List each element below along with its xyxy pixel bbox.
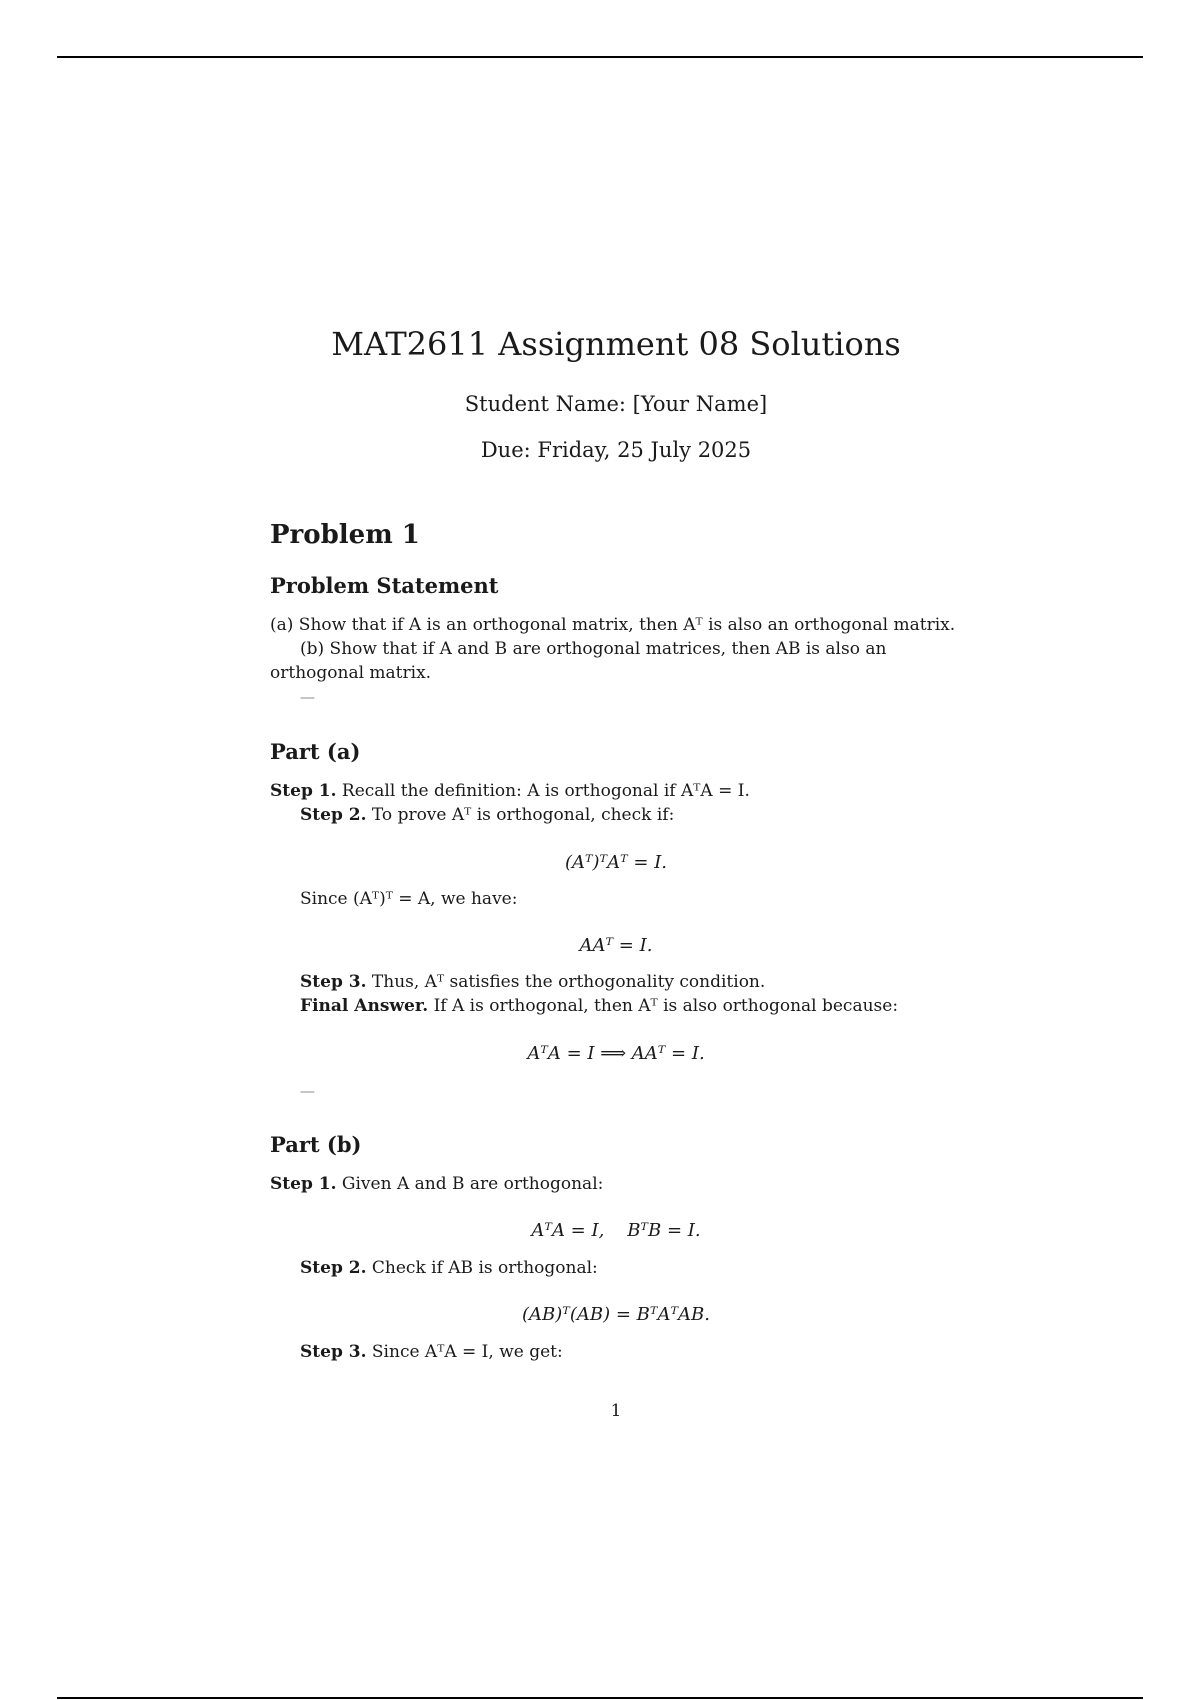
due-date: Due: Friday, 25 July 2025 [480,438,752,462]
part-a-final [270,994,992,1018]
part-b-heading: Part (b) [270,1132,362,1157]
part-b-eq1: AᵀA = I, BᵀB = I. [531,1220,701,1241]
statement-b-line2: orthogonal matrix. [270,663,432,683]
problem-heading: Problem 1 [270,520,420,550]
part-b-step1 [270,1172,962,1196]
part-a-step3-label: Step 3. [300,972,367,992]
part-a-eq3: AᵀA = I ⟹ AAᵀ = I. [527,1043,705,1064]
statement-heading: Problem Statement [270,573,499,598]
part-a-step3-text: Thus, Aᵀ satisfies the orthogonality condition. [371,972,766,992]
page-number: 1 [610,1401,622,1421]
part-b-step3-text: Since AᵀA = I, we get: [371,1342,563,1362]
part-b-step2-text: Check if AB is orthogonal: [371,1258,598,1278]
bottom-rule [57,1697,1143,1699]
part-b-step1-text: Given A and B are orthogonal: [341,1174,604,1194]
part-a-eq1: (Aᵀ)ᵀAᵀ = I. [564,852,668,873]
part-a-step1-label: Step 1. [270,781,337,801]
part-a-final-label: Final Answer. [300,996,429,1016]
part-b-step3 [270,1340,992,1364]
part-b-step2-label: Step 2. [300,1258,367,1278]
document-title: MAT2611 Assignment 08 Solutions [331,325,901,363]
student-name: Student Name: [Your Name] [464,392,768,416]
part-a-step2-label: Step 2. [300,805,367,825]
separator-1: — [300,688,315,706]
part-b-eq2: (AB)ᵀ(AB) = BᵀAᵀAB. [522,1304,710,1325]
part-b-step1-label: Step 1. [270,1174,337,1194]
part-a-step1-text: Recall the definition: A is orthogonal if AᵀA = I. [341,781,750,801]
part-a-step2-text: To prove Aᵀ is orthogonal, check if: [371,805,675,825]
part-a-heading: Part (a) [270,739,361,764]
part-a-final-text: If A is orthogonal, then Aᵀ is also orthogonal because: [433,996,899,1016]
part-a-step3 [270,970,992,994]
part-a-step2 [270,803,992,827]
statement-b-line1: (b) Show that if A and B are orthogonal matrices, then AB is also an [300,639,887,659]
part-b-step3-label: Step 3. [300,1342,367,1362]
part-a-eq2: AAᵀ = I. [579,935,653,956]
part-a-step1 [270,779,962,803]
part-a-since: Since (Aᵀ)ᵀ = A, we have: [300,889,518,909]
part-b-step2 [270,1256,992,1280]
separator-2: — [300,1082,315,1100]
statement-a: (a) Show that if A is an orthogonal matrix, then Aᵀ is also an orthogonal matrix. [270,615,956,635]
top-rule [57,56,1143,58]
